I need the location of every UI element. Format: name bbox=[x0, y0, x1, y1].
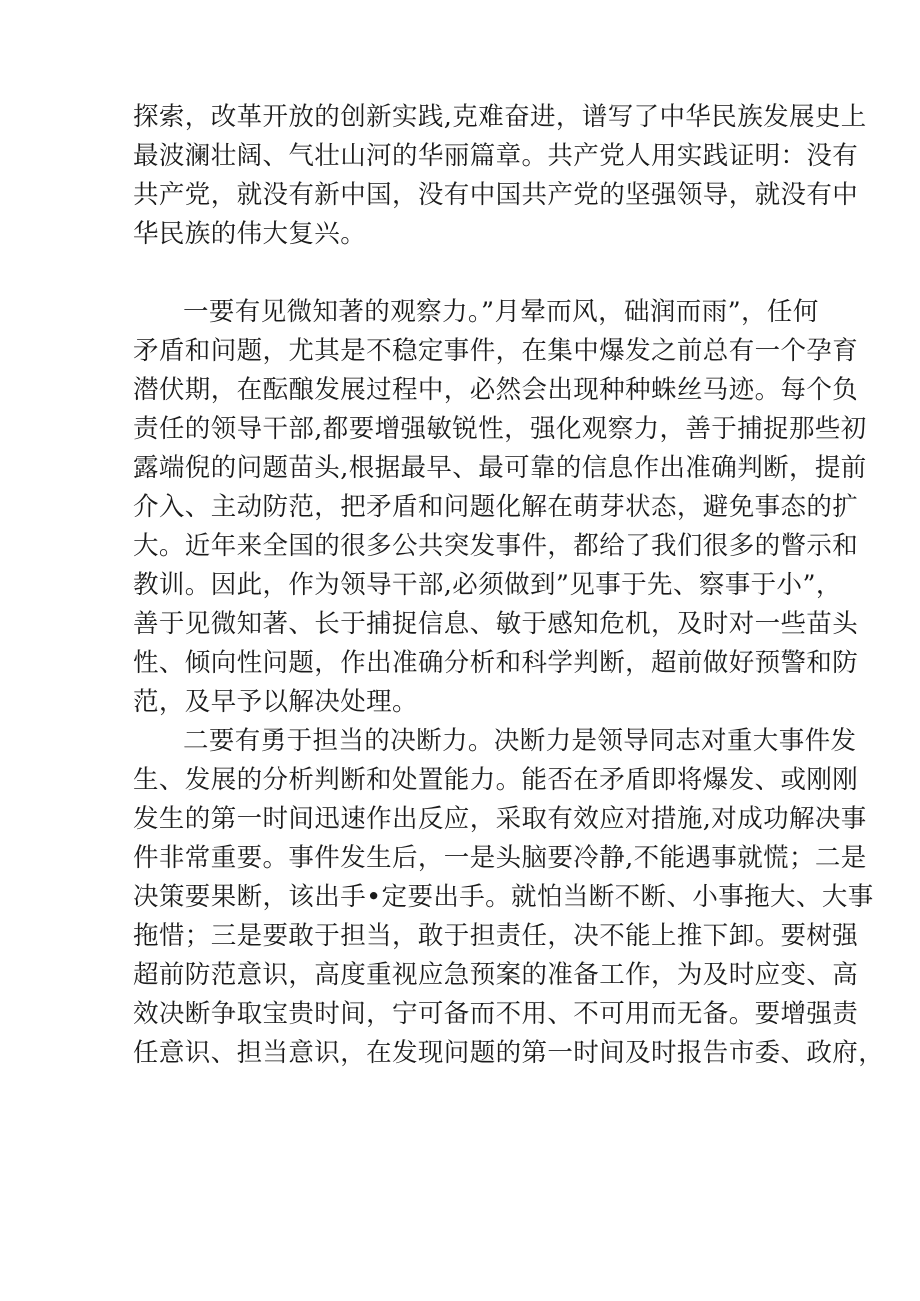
text-line: 最波澜壮阔、气壮山河的华丽篇章。共产党人用实践证明：没有 bbox=[133, 141, 859, 171]
text-line: 责任的领导干部,都要增强敏锐性，强化观察力，善于捕捉那些初 bbox=[133, 414, 867, 444]
text-line: 任意识、担当意识，在发现问题的第一时间及时报告市委、政府， bbox=[133, 1038, 885, 1068]
text-line: 教训。因此，作为领导干部,必须做到”见事于先、察事于小”， bbox=[133, 570, 842, 600]
text-line: 超前防范意识，高度重视应急预案的准备工作，为及时应变、高 bbox=[133, 960, 859, 990]
text-line: 性、倾向性问题，作出准确分析和科学判断，超前做好预警和防 bbox=[133, 648, 859, 678]
text-line: 介入、主动防范，把矛盾和问题化解在萌芽状态，避免事态的扩 bbox=[133, 492, 859, 522]
text-line: 生、发展的分析判断和处置能力。能否在矛盾即将爆发、或刚刚 bbox=[133, 765, 859, 795]
paragraph-spacer bbox=[133, 254, 799, 293]
paragraph-continuation bbox=[133, 98, 867, 254]
text-line: 二要有勇于担当的决断力。决断力是领导同志对重大事件发 bbox=[183, 726, 857, 756]
text-line: 一要有见微知著的观察力。”月晕而风，础润而雨”，任何 bbox=[183, 297, 819, 327]
text-line: 潜伏期，在酝酿发展过程中，必然会出现种种蛛丝马迹。每个负 bbox=[133, 375, 859, 405]
text-line: 露端倪的问题苗头,根据最早、最可靠的信息作出准确判断，提前 bbox=[133, 453, 867, 483]
text-line: 共产党，就没有新中国，没有中国共产党的坚强领导，就没有中 bbox=[133, 180, 859, 210]
text-line: 探索，改革开放的创新实践,克难奋进，谱写了中华民族发展史上 bbox=[133, 102, 867, 132]
document-body bbox=[133, 98, 885, 1073]
text-line: 决策要果断，该出手•定要出手。就怕当断不断、小事拖大、大事 bbox=[133, 882, 874, 912]
text-line: 发生的第一时间迅速作出反应，采取有效应对措施,对成功解决事 bbox=[133, 804, 867, 834]
text-line: 范，及早予以解决处理。 bbox=[133, 687, 418, 717]
paragraph-decision bbox=[133, 722, 885, 1073]
text-line: 矛盾和问题，尤其是不稳定事件，在集中爆发之前总有一个孕育 bbox=[133, 336, 859, 366]
text-line: 善于见微知著、长于捕捉信息、敏于感知危机，及时对一些苗头 bbox=[133, 609, 859, 639]
text-line: 效决断争取宝贵时间，宁可备而不用、不可用而无备。要增强责 bbox=[133, 999, 859, 1029]
text-line: 大。近年来全国的很多公共突发事件，都给了我们很多的瞥示和 bbox=[133, 531, 859, 561]
text-line: 拖惜；三是要敢于担当，敢于担责任，决不能上推下卸。要树强 bbox=[133, 921, 859, 951]
paragraph-observation bbox=[133, 293, 867, 722]
text-line: 华民族的伟大复兴。 bbox=[133, 219, 367, 249]
text-line: 件非常重要。事件发生后，一是头脑要冷静,不能遇事就慌；二是 bbox=[133, 843, 867, 873]
